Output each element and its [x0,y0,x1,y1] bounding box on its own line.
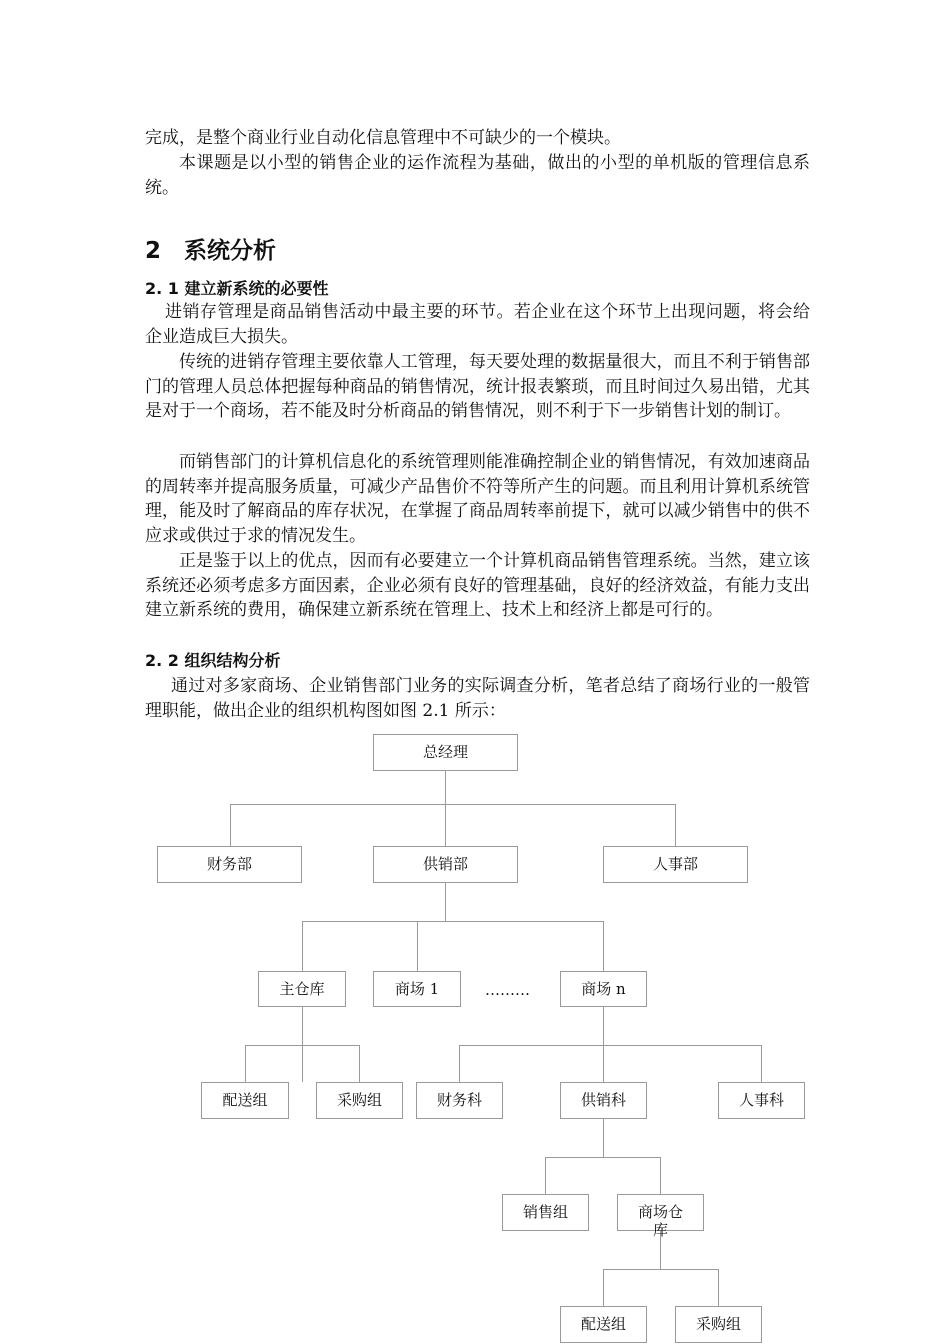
org-node-delivery-group: 配送组 [560,1306,647,1343]
org-node-sales-group: 销售组 [502,1194,589,1231]
connector [302,921,303,971]
org-node-ceo: 总经理 [373,734,518,771]
connector [603,921,604,971]
org-node-finance-section: 财务科 [416,1082,503,1119]
org-node-store-warehouse: 商场仓库 [617,1194,704,1231]
subsection-heading-2-1: 2. 1 建立新系统的必要性 [145,279,329,298]
org-node-supply-sales-dept: 供销部 [373,846,518,883]
connector [359,1045,360,1082]
connector [660,1157,661,1194]
connector [245,1045,246,1082]
connector [545,1157,546,1194]
org-node-finance-dept: 财务部 [157,846,302,883]
org-node-hr-dept: 人事部 [603,846,748,883]
connector [603,1119,604,1157]
org-chart [0,725,950,1344]
connector [603,1269,604,1306]
connector [417,921,418,971]
paragraph-topic: 本课题是以小型的销售企业的运作流程为基础，做出的小型的单机版的管理信息系统。 [145,153,810,198]
connector [445,883,446,921]
connector [302,921,604,922]
section-heading-2: 2 系统分析 [145,238,277,264]
org-node-store-n: 商场 n [560,971,647,1007]
connector [603,1269,719,1270]
org-node-hr-section: 人事科 [718,1082,805,1119]
connector [545,1157,661,1158]
connector [459,1045,762,1046]
paragraph-traditional: 传统的进销存管理主要依靠人工管理，每天要处理的数据量很大，而且不利于销售部门的管理人员总体把握每种商品的销售情况，统计报表繁琐，而且时间过久易出错，尤其是对于一个商场，若不能及时分析商品的销售情况，则不利于下一步销售计划的制订。 [145,352,810,421]
paragraph-inventory: 进销存管理是商品销售活动中最主要的环节。若企业在这个环节上出现问题，将会给企业造成巨大损失。 [145,302,810,347]
connector [230,804,676,805]
org-node-purchase-group: 采购组 [675,1306,762,1343]
org-node-main-warehouse: 主仓库 [258,971,346,1007]
connector [675,804,676,846]
org-node-ellipsis: ……… [473,971,547,1015]
paragraph-computerized: 而销售部门的计算机信息化的系统管理则能准确控制企业的销售情况，有效加速商品的周转率并提高服务质量，可减少产品售价不符等所产生的问题。而且利用计算机系统管理，能及时了解商品的库存状况，在掌握了商品周转率前提下，就可以减少销售中的供不应求或供过于求的情况发生。 [145,452,810,546]
connector [718,1269,719,1306]
connector [230,804,231,846]
org-node-purchase-group: 采购组 [316,1082,403,1119]
connector [459,1045,460,1082]
org-node-delivery-group: 配送组 [201,1082,289,1119]
org-node-store-1: 商场 1 [373,971,461,1007]
org-node-supply-sales-section: 供销科 [560,1082,647,1119]
connector [761,1045,762,1082]
subsection-heading-2-2: 2. 2 组织结构分析 [145,651,281,670]
paragraph-necessity: 正是鉴于以上的优点，因而有必要建立一个计算机商品销售管理系统。当然，建立该系统还必须考虑多方面因素，企业必须有良好的管理基础，良好的经济效益，有能力支出建立新系统的费用，确保建立新系统在管理上、技术上和经济上都是可行的。 [145,551,810,620]
paragraph-org-intro: 通过对多家商场、企业销售部门业务的实际调查分析，笔者总结了商场行业的一般管理职能，做出企业的组织机构图如图 2.1 所示： [145,676,810,721]
connector [245,1045,360,1046]
paragraph-continuation: 完成，是整个商业行业自动化信息管理中不可缺少的一个模块。 [145,128,621,148]
